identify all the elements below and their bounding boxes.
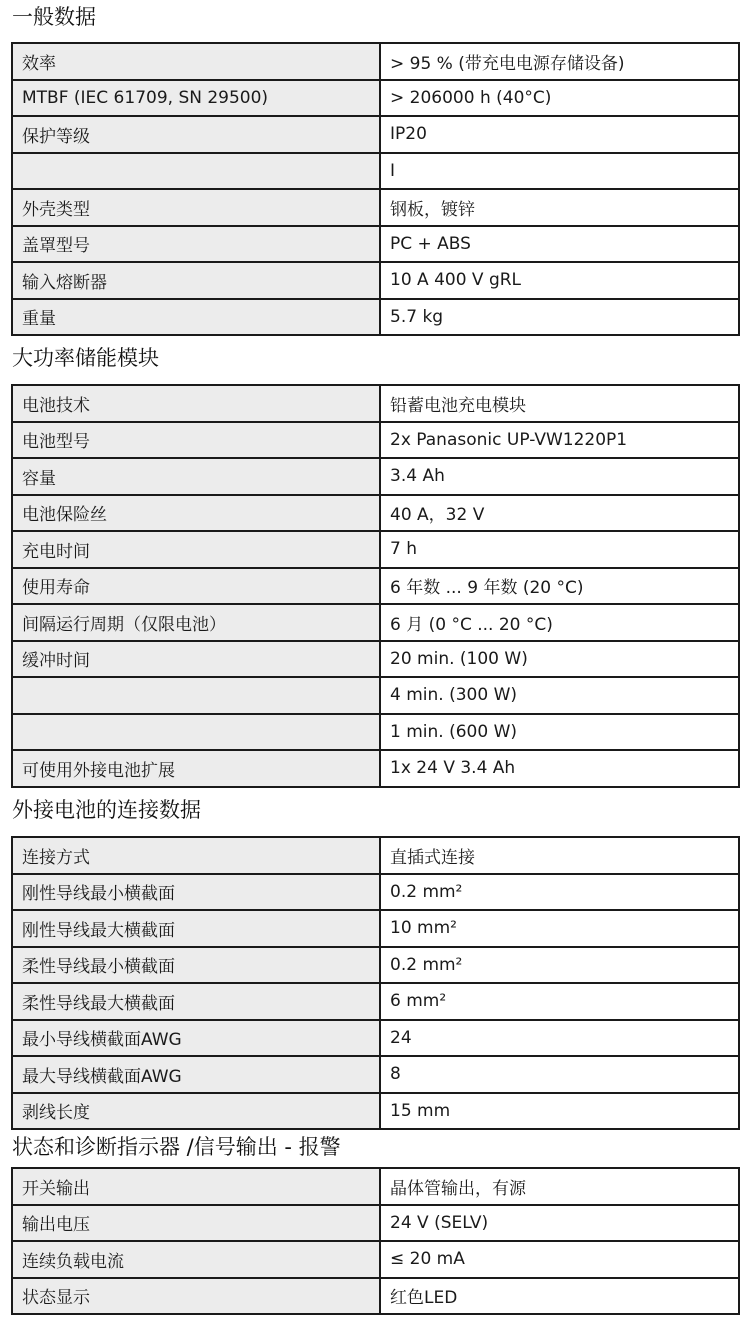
spec-label: 容量 (12, 458, 380, 495)
table-row (12, 226, 739, 263)
spec-value: 24 (380, 1020, 739, 1057)
spec-label: 刚性导线最小横截面 (12, 874, 380, 911)
spec-value: 15 mm (380, 1093, 739, 1130)
spec-table (11, 1167, 740, 1315)
spec-value: > 95 % (带充电电源存储设备) (380, 43, 739, 80)
spec-label: 剥线长度 (12, 1093, 380, 1130)
table-row (12, 116, 739, 153)
table-row (12, 947, 739, 984)
spec-label: 最大导线横截面AWG (12, 1056, 380, 1093)
spec-value: 0.2 mm² (380, 874, 739, 911)
spec-value: I (380, 153, 739, 190)
table-row (12, 1168, 739, 1205)
section-title: 外接电池的连接数据 (12, 798, 201, 822)
spec-label: 使用寿命 (12, 568, 380, 605)
spec-value: 0.2 mm² (380, 947, 739, 984)
spec-label: 外壳类型 (12, 189, 380, 226)
table-row (12, 874, 739, 911)
spec-label: 输入熔断器 (12, 262, 380, 299)
spec-value: 10 mm² (380, 910, 739, 947)
spec-value: 1x 24 V 3.4 Ah (380, 750, 739, 787)
spec-value: 1 min. (600 W) (380, 714, 739, 751)
table-row (12, 1020, 739, 1057)
spec-label (12, 714, 380, 751)
spec-value: 40 A，32 V (380, 495, 739, 532)
spec-label: 状态显示 (12, 1278, 380, 1315)
spec-value: IP20 (380, 116, 739, 153)
spec-value: ≤ 20 mA (380, 1241, 739, 1278)
spec-value: 3.4 Ah (380, 458, 739, 495)
spec-table (11, 836, 740, 1130)
spec-label: 保护等级 (12, 116, 380, 153)
table-row (12, 1205, 739, 1242)
table-row (12, 458, 739, 495)
spec-label (12, 153, 380, 190)
spec-label: 柔性导线最大横截面 (12, 983, 380, 1020)
section-title: 状态和诊断指示器 /信号输出 - 报警 (12, 1135, 341, 1159)
table-row (12, 1241, 739, 1278)
table-row (12, 1056, 739, 1093)
spec-value: 晶体管输出，有源 (380, 1168, 739, 1205)
spec-value: 6 mm² (380, 983, 739, 1020)
spec-value: PC + ABS (380, 226, 739, 263)
table-row (12, 910, 739, 947)
table-row (12, 568, 739, 605)
table-row (12, 641, 739, 678)
spec-label: 连续负载电流 (12, 1241, 380, 1278)
spec-label: 连接方式 (12, 837, 380, 874)
table-row (12, 677, 739, 714)
spec-label: 间隔运行周期（仅限电池） (12, 604, 380, 641)
spec-value: 6 月 (0 °C ... 20 °C) (380, 604, 739, 641)
spec-value: 直插式连接 (380, 837, 739, 874)
spec-label: 充电时间 (12, 531, 380, 568)
section-title: 大功率储能模块 (12, 346, 159, 370)
section-title: 一般数据 (12, 5, 96, 29)
spec-table (11, 384, 740, 788)
spec-value: 4 min. (300 W) (380, 677, 739, 714)
spec-label: MTBF (IEC 61709, SN 29500) (12, 80, 380, 117)
spec-value: 8 (380, 1056, 739, 1093)
table-row (12, 80, 739, 117)
table-row (12, 1278, 739, 1315)
spec-label: 电池型号 (12, 422, 380, 459)
spec-value: 6 年数 ... 9 年数 (20 °C) (380, 568, 739, 605)
spec-table (11, 42, 740, 336)
table-row (12, 837, 739, 874)
spec-value: 20 min. (100 W) (380, 641, 739, 678)
table-row (12, 299, 739, 336)
table-row (12, 43, 739, 80)
spec-value: > 206000 h (40°C) (380, 80, 739, 117)
table-row (12, 495, 739, 532)
spec-label: 重量 (12, 299, 380, 336)
spec-label: 电池技术 (12, 385, 380, 422)
table-row (12, 262, 739, 299)
spec-value: 钢板，镀锌 (380, 189, 739, 226)
spec-label: 柔性导线最小横截面 (12, 947, 380, 984)
spec-label: 最小导线横截面AWG (12, 1020, 380, 1057)
table-row (12, 1093, 739, 1130)
spec-label: 开关输出 (12, 1168, 380, 1205)
table-row (12, 714, 739, 751)
spec-label: 刚性导线最大横截面 (12, 910, 380, 947)
table-row (12, 422, 739, 459)
spec-value: 5.7 kg (380, 299, 739, 336)
table-row (12, 604, 739, 641)
spec-value: 红色LED (380, 1278, 739, 1315)
table-row (12, 531, 739, 568)
spec-label: 可使用外接电池扩展 (12, 750, 380, 787)
table-row (12, 750, 739, 787)
table-row (12, 983, 739, 1020)
table-row (12, 385, 739, 422)
spec-label: 效率 (12, 43, 380, 80)
spec-value: 10 A 400 V gRL (380, 262, 739, 299)
spec-value: 2x Panasonic UP-VW1220P1 (380, 422, 739, 459)
spec-label: 缓冲时间 (12, 641, 380, 678)
table-row (12, 153, 739, 190)
spec-label: 输出电压 (12, 1205, 380, 1242)
spec-value: 24 V (SELV) (380, 1205, 739, 1242)
table-row (12, 189, 739, 226)
spec-label (12, 677, 380, 714)
spec-value: 7 h (380, 531, 739, 568)
spec-label: 电池保险丝 (12, 495, 380, 532)
spec-label: 盖罩型号 (12, 226, 380, 263)
spec-value: 铅蓄电池充电模块 (380, 385, 739, 422)
